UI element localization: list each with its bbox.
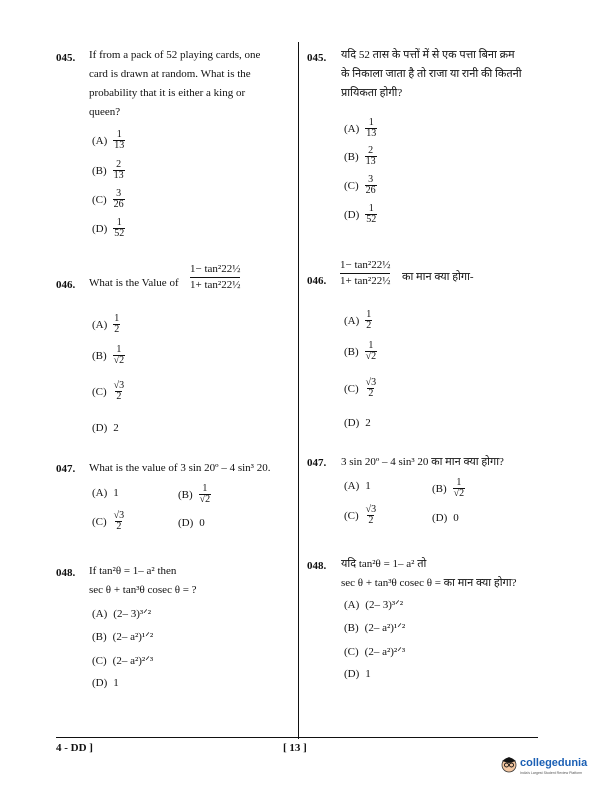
option-d: (D) 1 <box>92 677 119 689</box>
option-a: (A) $\frac{1}{13}$ <box>92 129 125 151</box>
collegedunia-logo <box>500 752 588 784</box>
question-number: 046. <box>307 275 327 287</box>
page-number: [ 13 ] <box>283 742 307 754</box>
question-text: यदि tan²θ = 1– a² तो sec θ + tan³θ cosec θ = का मान क्या होगा? <box>341 558 517 589</box>
option-d: (D) $\frac{1}{52}$ <box>92 217 125 239</box>
option-d: (D) 1 <box>344 668 371 680</box>
question-number: 047. <box>56 463 76 475</box>
option-b: (B) $\frac{2}{13}$ <box>344 145 376 167</box>
question-text: का मान क्या होगा- <box>402 271 474 283</box>
option-b: (B) (2– a²)¹ᐟ² <box>92 630 154 643</box>
option-d: (D) $\frac{1}{52}$ <box>344 203 377 225</box>
option-a: (A) 1 <box>92 487 119 499</box>
question-number: 048. <box>56 567 76 579</box>
option-b: (B) $\frac{2}{13}$ <box>92 159 124 181</box>
option-c: (C) $\frac{√3}{2}$ <box>344 504 377 526</box>
option-a: (A) $\frac{1}{2}$ <box>92 313 120 335</box>
mascot-icon <box>500 756 518 776</box>
question-number: 045. <box>56 52 76 64</box>
option-c: (C) (2– a²)²ᐟ³ <box>344 645 406 658</box>
option-a: (A) (2– 3)³ᐟ² <box>92 607 152 620</box>
footer-rule <box>56 737 538 738</box>
question-number: 045. <box>307 52 327 64</box>
question-text: 3 sin 20º – 4 sin³ 20 का मान क्या होगा? <box>341 456 504 468</box>
logo-tagline: India's Largest Student Review Platform <box>520 771 583 775</box>
option-a: (A) $\frac{1}{13}$ <box>344 117 377 139</box>
option-b: (B) $\frac{1}{√2}$ <box>432 477 465 499</box>
option-c: (C) (2– a²)²ᐟ³ <box>92 654 154 667</box>
expression: $\frac{\text{1− tan²22½}}{\text{1+ tan²22½}}$ <box>340 259 391 287</box>
column-divider <box>298 42 299 739</box>
option-d: (D) 0 <box>178 517 205 529</box>
question-text: If from a pack of 52 playing cards, one card is drawn at random. What is the probability that it is either a king or queen? <box>89 49 261 118</box>
option-b: (B) (2– a²)¹ᐟ² <box>344 621 406 634</box>
option-c: (C) $\frac{√3}{2}$ <box>344 377 377 399</box>
expression: $\frac{\text{1− tan²22½}}{\text{1+ tan²22½}}$ <box>190 263 241 291</box>
question-text: If tan²θ = 1– a² then sec θ + tan³θ cosec θ = ? <box>89 565 197 596</box>
option-b: (B) $\frac{1}{√2}$ <box>178 483 211 505</box>
question-number: 048. <box>307 560 327 572</box>
question-number: 047. <box>307 457 327 469</box>
option-c: (C) $\frac{√3}{2}$ <box>92 380 125 402</box>
option-a: (A) (2– 3)³ᐟ² <box>344 598 404 611</box>
option-c: (C) $\frac{3}{26}$ <box>92 188 124 210</box>
question-text: यदि 52 तास के पत्तों में से एक पत्ता बिना क्रम के निकाला जाता है तो राजा या रानी की कितनी प्रायिकता होगी? <box>341 49 522 99</box>
option-b: (B) $\frac{1}{√2}$ <box>344 340 377 362</box>
option-c: (C) $\frac{√3}{2}$ <box>92 510 125 532</box>
option-a: (A) 1 <box>344 480 371 492</box>
question-text: What is the Value of <box>89 277 179 289</box>
option-d: (D) 2 <box>92 422 119 434</box>
question-number: 046. <box>56 279 76 291</box>
question-text: What is the value of 3 sin 20º – 4 sin³ 20. <box>89 462 271 474</box>
footer-code: 4 - DD ] <box>56 742 93 754</box>
logo-wordmark: collegedunia <box>520 757 588 769</box>
option-c: (C) $\frac{3}{26}$ <box>344 174 376 196</box>
option-d: (D) 2 <box>344 417 371 429</box>
option-b: (B) $\frac{1}{√2}$ <box>92 344 125 366</box>
option-d: (D) 0 <box>432 512 459 524</box>
option-a: (A) $\frac{1}{2}$ <box>344 309 372 331</box>
